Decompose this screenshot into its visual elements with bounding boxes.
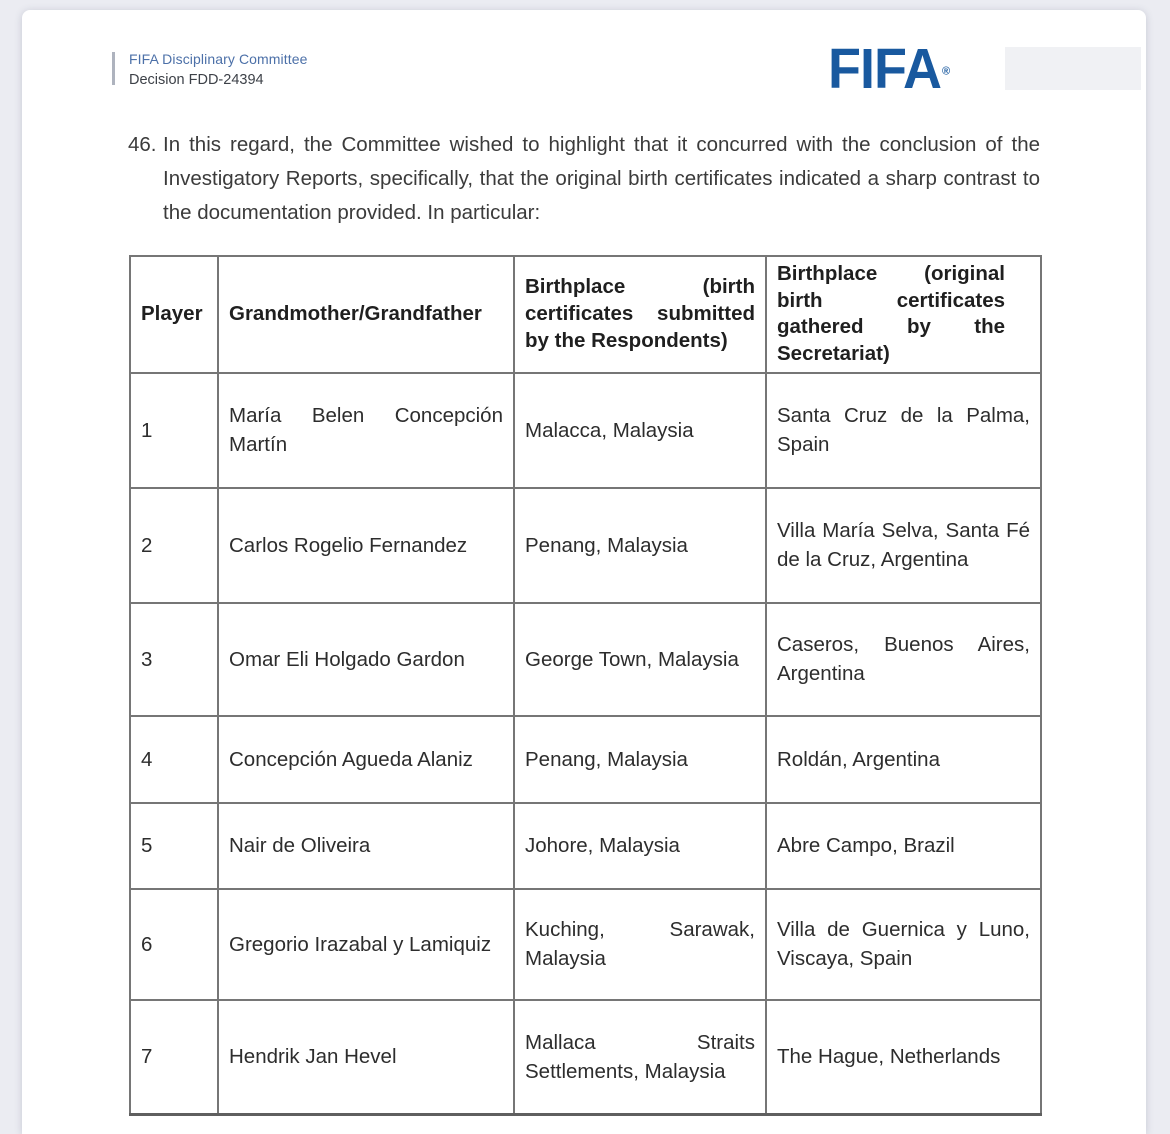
- table-row: [130, 373, 1041, 488]
- cell-grandparent: Omar Eli Holgado Gardon: [218, 603, 514, 716]
- col-header-birthplace-original-text: Birthplace (original birth certificates gathered by the Secretariat): [777, 262, 1005, 365]
- cell-grandparent: Gregorio Irazabal y Lamiquiz: [218, 889, 514, 1000]
- cell-birthplace-submitted: Penang, Malaysia: [514, 716, 766, 803]
- cell-grandparent: Nair de Oliveira: [218, 803, 514, 889]
- header-redacted-bar: [1005, 47, 1141, 90]
- table-row: [130, 803, 1041, 889]
- cell-grandparent: Concepción Agueda Alaniz: [218, 716, 514, 803]
- cell-birthplace-submitted: George Town, Malaysia: [514, 603, 766, 716]
- cell-birthplace-original: Santa Cruz de la Palma, Spain: [766, 373, 1041, 488]
- cell-birthplace-submitted: Malacca, Malaysia: [514, 373, 766, 488]
- cell-player: 1: [130, 373, 218, 488]
- table-row: [130, 603, 1041, 716]
- cell-grandparent: María Belen Concepción Martín: [218, 373, 514, 488]
- cell-birthplace-submitted: Johore, Malaysia: [514, 803, 766, 889]
- cell-player: 2: [130, 488, 218, 603]
- cell-birthplace-submitted: Penang, Malaysia: [514, 488, 766, 603]
- table-row: [130, 889, 1041, 1000]
- registered-trademark-mark: ®: [942, 64, 951, 78]
- cell-grandparent: Carlos Rogelio Fernandez: [218, 488, 514, 603]
- col-header-player: Player: [130, 256, 218, 373]
- table-row: [130, 716, 1041, 803]
- document-page: [22, 10, 1146, 1134]
- header-divider-bar: [112, 52, 115, 85]
- cell-grandparent: Hendrik Jan Hevel: [218, 1000, 514, 1115]
- paragraph-46: [128, 128, 1040, 230]
- col-header-birthplace-submitted: Birthplace (birth certificates submitted by the Respondents): [514, 256, 766, 373]
- birth-certificate-table: [129, 255, 1042, 1116]
- cell-birthplace-original: Villa de Guernica y Luno, Viscaya, Spain: [766, 889, 1041, 1000]
- cell-birthplace-original: Caseros, Buenos Aires, Argentina: [766, 603, 1041, 716]
- table-header-row: [130, 256, 1041, 373]
- cell-birthplace-original: Abre Campo, Brazil: [766, 803, 1041, 889]
- cell-player: 4: [130, 716, 218, 803]
- cell-player: 3: [130, 603, 218, 716]
- table-row: [130, 1000, 1041, 1115]
- document-reference: [129, 52, 308, 88]
- cell-birthplace-original: Roldán, Argentina: [766, 716, 1041, 803]
- committee-breadcrumb-link[interactable]: FIFA Disciplinary Committee: [129, 51, 308, 67]
- fifa-logo-text: FIFA: [828, 37, 941, 101]
- decision-number: Decision FDD-24394: [129, 72, 264, 88]
- cell-birthplace-submitted: Mallaca Straits Settlements, Malaysia: [514, 1000, 766, 1115]
- col-header-birthplace-original: [766, 256, 1041, 373]
- cell-player: 5: [130, 803, 218, 889]
- paragraph-text: In this regard, the Committee wished to highlight that it concurred with the conclusion of the Investigatory Reports, specifically, that the original birth certificates indicated a sharp contrast to the documentation provided. In particular:: [163, 133, 1040, 224]
- cell-birthplace-original: Villa María Selva, Santa Fé de la Cruz, Argentina: [766, 488, 1041, 603]
- table-row: [130, 488, 1041, 603]
- col-header-grandparent: Grandmother/Grandfather: [218, 256, 514, 373]
- fifa-logo: [828, 37, 951, 101]
- paragraph-number: 46.: [128, 133, 157, 156]
- cell-birthplace-original: The Hague, Netherlands: [766, 1000, 1041, 1115]
- cell-player: 6: [130, 889, 218, 1000]
- cell-birthplace-submitted: Kuching, Sarawak, Malaysia: [514, 889, 766, 1000]
- cell-player: 7: [130, 1000, 218, 1115]
